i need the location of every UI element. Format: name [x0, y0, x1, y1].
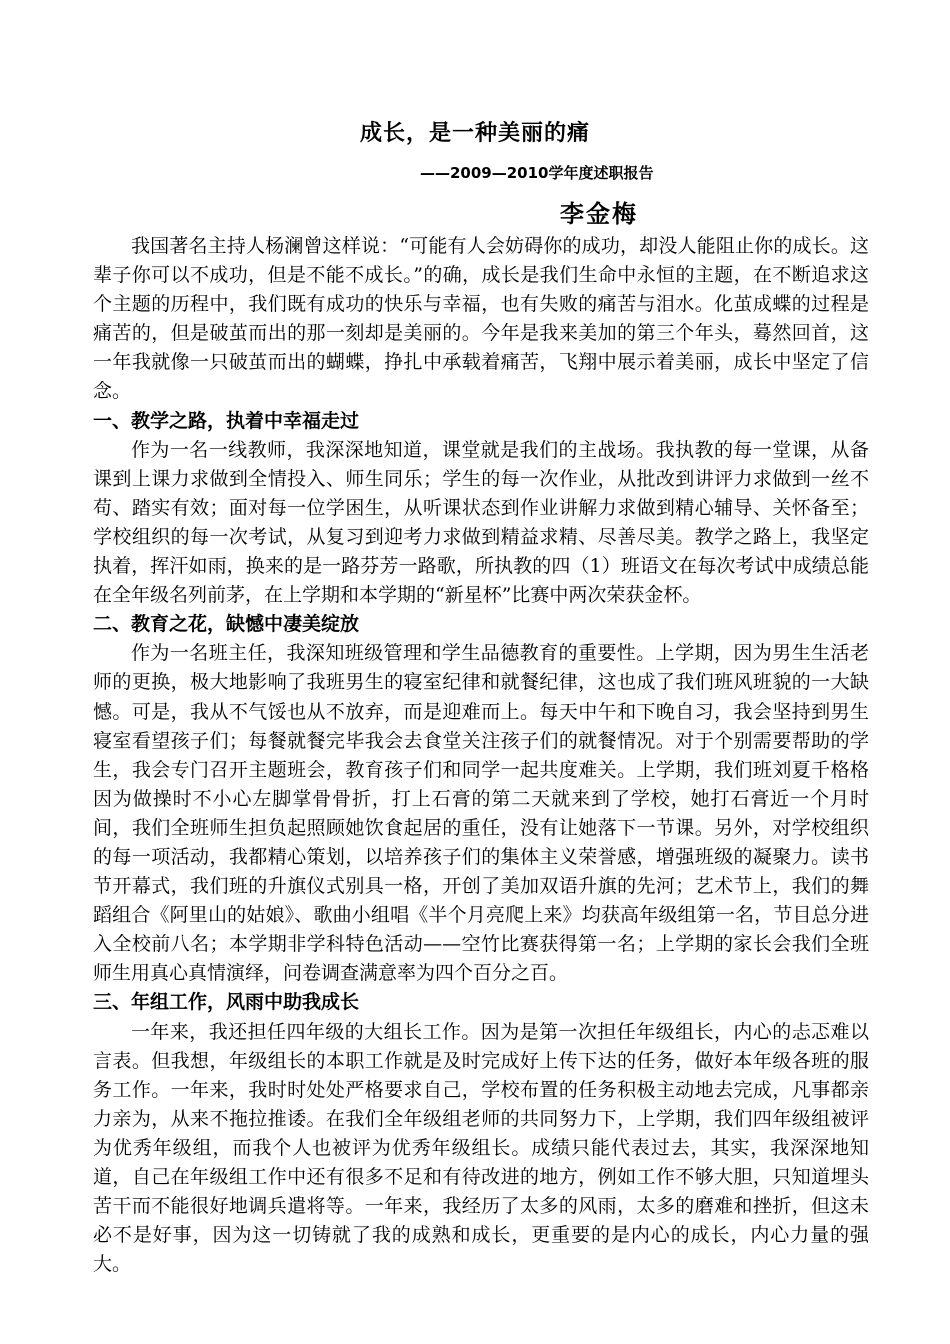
document-body: [93, 232, 869, 1279]
document-subtitle: ——2009—2010学年度述职报告: [420, 164, 654, 182]
section-heading-grade-group: 三、年组工作，风雨中助我成长: [93, 991, 360, 1014]
document-title: 成长，是一种美丽的痛: [359, 121, 590, 146]
section-paragraph-teaching: 作为一名一线教师，我深深地知道，课堂就是我们的主战场。我执教的每一堂课，从备课到上课力求做到全情投入、师生同乐；学生的每一次作业，从批改到讲评力求做到一丝不苟、踏实有效；面对每一位学困生，从听课状态到作业讲解力求做到精心辅导、关怀备至；学校组织的每一次考试，从复习到迎考力求做到精益求精、尽善尽美。教学之路上，我坚定执着，挥汗如雨，换来的是一路芬芳一路歌，所执教的四（1）班语文在每次考试中成绩总能在全年级名列前茅，在上学期和本学期的“新星杯”比赛中两次荣获金杯。: [93, 438, 869, 607]
intro-paragraph: 我国著名主持人杨澜曾这样说：“可能有人会妨碍你的成功，却没人能阻止你的成长。这辈子你可以不成功，但是不能不成长。”的确，成长是我们生命中永恒的主题，在不断追求这个主题的历程中，我们既有成功的快乐与幸福，也有失败的痛苦与泪水。化茧成蝶的过程是痛苦的，但是破茧而出的那一刻却是美丽的。今年是我来美加的第三个年头，蓦然回首，这一年我就像一只破茧而出的蝴蝶，挣扎中承载着痛苦，飞翔中展示着美丽，成长中坚定了信念。: [93, 235, 869, 403]
author-name: 李金梅: [560, 200, 638, 228]
section-paragraph-education: 作为一名班主任，我深知班级管理和学生品德教育的重要性。上学期，因为男生生活老师的更换，极大地影响了我班男生的寝室纪律和就餐纪律，这也成了我们班风班貌的一大缺憾。可是，我从不气馁也从不放弃，而是迎难而上。每天中午和下晚自习，我会坚持到男生寝室看望孩子们；每餐就餐完毕我会去食堂关注孩子们的就餐情况。对于个别需要帮助的学生，我会专门召开主题班会，教育孩子们和同学一起共度难关。上学期，我们班刘夏千格格因为做操时不小心左脚掌骨骨折，打上石膏的第二天就来到了学校，她打石膏近一个月时间，我们全班师生担负起照顾她饮食起居的重任，没有让她落下一节课。另外，对学校组织的每一项活动，我都精心策划，以培养孩子们的集体主义荣誉感，增强班级的凝聚力。读书节开幕式，我们班的升旗仪式别具一格，开创了美加双语升旗的先河；艺术节上，我们的舞蹈组合《阿里山的姑娘》、歌曲小组唱《半个月亮爬上来》均获高年级组第一名，节目总分进入全校前八名；本学期非学科特色活动——空竹比赛获得第一名；上学期的家长会我们全班师生用真心真情演绎，问卷调查满意率为四个百分之百。: [93, 642, 869, 985]
section-heading-education: 二、教育之花，缺憾中凄美绽放: [93, 613, 360, 636]
section-heading-teaching: 一、教学之路，执着中幸福走过: [93, 409, 360, 432]
section-paragraph-grade-group: 一年来，我还担任四年级的大组长工作。因为是第一次担任年级组长，内心的忐忑难以言表。但我想，年级组长的本职工作就是及时完成好上传下达的任务，做好本年级各班的服务工作。一年来，我时时处处严格要求自己，学校布置的任务积极主动地去完成，凡事都亲力亲为，从来不拖拉推诿。在我们全年级组老师的共同努力下，上学期，我们四年级组被评为优秀年级组，而我个人也被评为优秀年级组长。成绩只能代表过去，其实，我深深地知道，自己在年级组工作中还有很多不足和有待改进的地方，例如工作不够大胆，只知道埋头苦干而不能很好地调兵遣将等。一年来，我经历了太多的风雨，太多的磨难和挫折，但这未必不是好事，因为这一切铸就了我的成熟和成长，更重要的是内心的成长，内心力量的强大。: [93, 1020, 869, 1276]
